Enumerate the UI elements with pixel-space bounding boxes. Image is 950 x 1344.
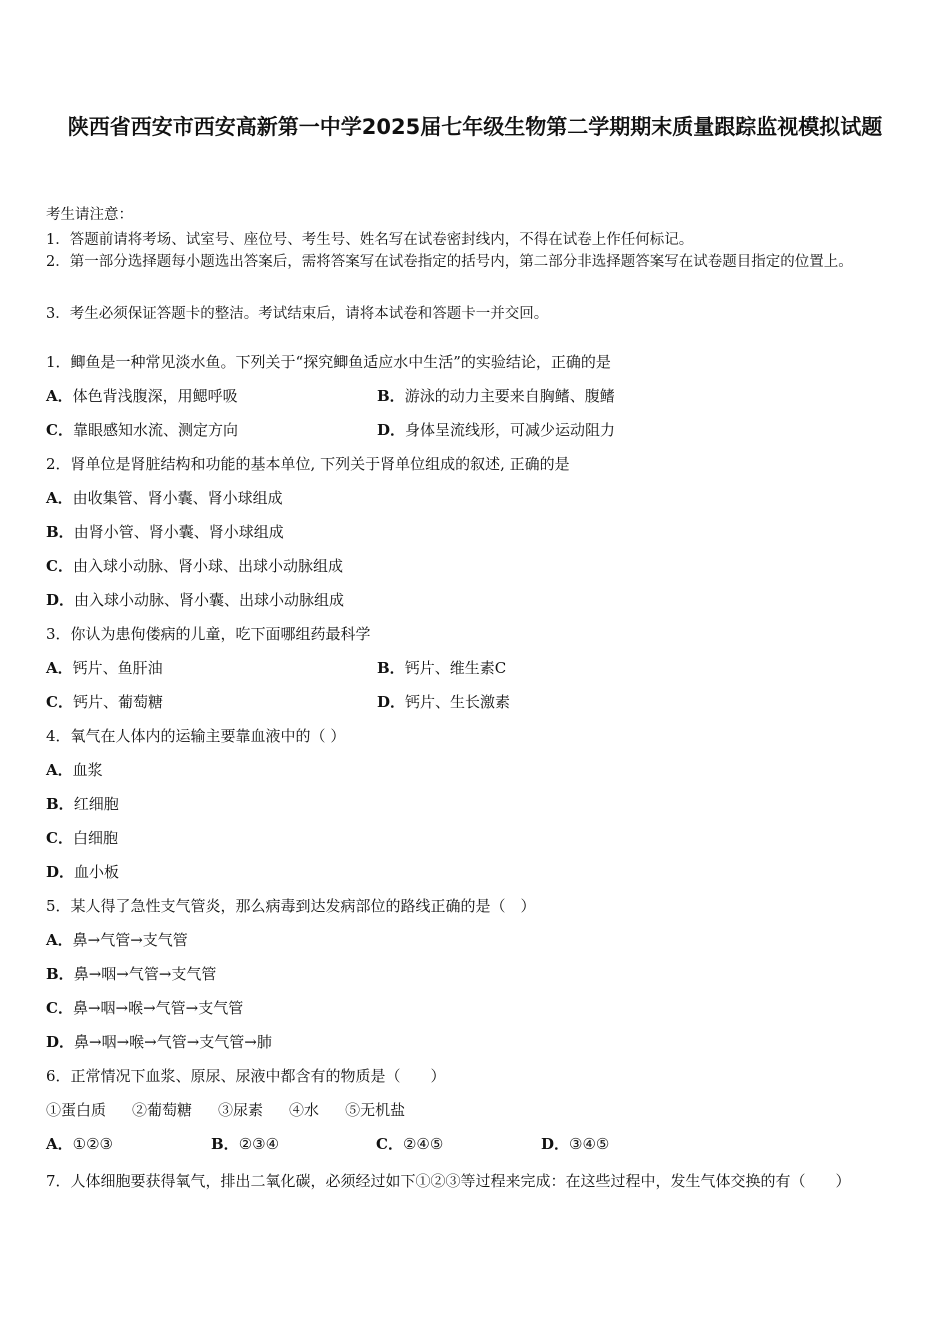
substance-item: ②葡萄糖 xyxy=(132,1101,193,1119)
question-stem: 5．某人得了急性支气管炎，那么病毒到达发病部位的路线正确的是（ ） xyxy=(46,897,536,915)
notice-item: 3．考生必须保证答题卡的整洁。考试结束后，请将本试卷和答题卡一并交回。 xyxy=(46,306,549,322)
option[interactable]: A．血浆 xyxy=(46,761,103,779)
option[interactable]: D．由入球小动脉、肾小囊、出球小动脉组成 xyxy=(46,591,345,609)
option[interactable]: D．鼻→咽→喉→气管→支气管→肺 xyxy=(46,1033,272,1051)
option[interactable]: C．钙片、葡萄糖 xyxy=(46,693,163,711)
option[interactable]: A．鼻→气管→支气管 xyxy=(46,931,188,949)
question-stem: 4．氧气在人体内的运输主要靠血液中的（ ） xyxy=(46,727,346,745)
option[interactable]: B．由肾小管、肾小囊、肾小球组成 xyxy=(46,523,284,541)
substance-item: ①蛋白质 xyxy=(46,1101,107,1119)
option-row xyxy=(46,1133,706,1154)
option[interactable]: C．由入球小动脉、肾小球、出球小动脉组成 xyxy=(46,557,343,575)
option[interactable]: B．鼻→咽→气管→支气管 xyxy=(46,965,217,983)
notice-item: 1．答题前请将考场、试室号、座位号、考生号、姓名写在试卷密封线内，不得在试卷上作任何标记。 xyxy=(46,232,694,248)
question-stem: 1．鲫鱼是一种常见淡水鱼。下列关于“探究鲫鱼适应水中生活”的实验结论，正确的是 xyxy=(46,353,611,371)
notice-heading: 考生请注意： xyxy=(46,207,133,223)
option[interactable]: D．③④⑤ xyxy=(541,1135,610,1153)
substance-item: ③尿素 xyxy=(218,1101,264,1119)
substance-item: ⑤无机盐 xyxy=(345,1101,406,1119)
option[interactable]: C．②④⑤ xyxy=(376,1135,444,1153)
notice-item: 2．第一部分选择题每小题选出答案后，需将答案写在试卷指定的括号内，第二部分非选择题答案写在试卷题目指定的位置上。 xyxy=(46,254,853,270)
option[interactable]: A．体色背浅腹深，用鳃呼吸 xyxy=(46,387,238,405)
option[interactable]: B．钙片、维生素C xyxy=(377,659,507,677)
substance-item: ④水 xyxy=(289,1101,320,1119)
option[interactable]: A．钙片、鱼肝油 xyxy=(46,659,163,677)
option[interactable]: C．白细胞 xyxy=(46,829,118,847)
question-stem: 7．人体细胞要获得氧气，排出二氧化碳，必须经过如下①②③等过程来完成：在这些过程中，发生气体交换的有（ ） xyxy=(46,1172,851,1190)
question-stem: 2．肾单位是肾脏结构和功能的基本单位, 下列关于肾单位组成的叙述, 正确的是 xyxy=(46,455,570,473)
option[interactable]: D．钙片、生长激素 xyxy=(377,693,511,711)
option[interactable]: C．鼻→咽→喉→气管→支气管 xyxy=(46,999,244,1017)
substance-list xyxy=(46,1099,431,1120)
option[interactable]: C．靠眼感知水流、测定方向 xyxy=(46,421,238,439)
question-stem: 3．你认为患佝偻病的儿童，吃下面哪组药最科学 xyxy=(46,625,371,643)
option[interactable]: B．②③④ xyxy=(211,1135,280,1153)
page-title: 陕西省西安市西安高新第一中学2025届七年级生物第二学期期末质量跟踪监视模拟试题 xyxy=(67,115,883,139)
question-stem: 6．正常情况下血浆、原尿、尿液中都含有的物质是（ ） xyxy=(46,1067,446,1085)
option[interactable]: A．由收集管、肾小囊、肾小球组成 xyxy=(46,489,283,507)
option[interactable]: A．①②③ xyxy=(46,1135,113,1153)
option[interactable]: B．游泳的动力主要来自胸鳍、腹鳍 xyxy=(377,387,615,405)
option[interactable]: D．身体呈流线形，可减少运动阻力 xyxy=(377,421,616,439)
option[interactable]: D．血小板 xyxy=(46,863,120,881)
option[interactable]: B．红细胞 xyxy=(46,795,119,813)
